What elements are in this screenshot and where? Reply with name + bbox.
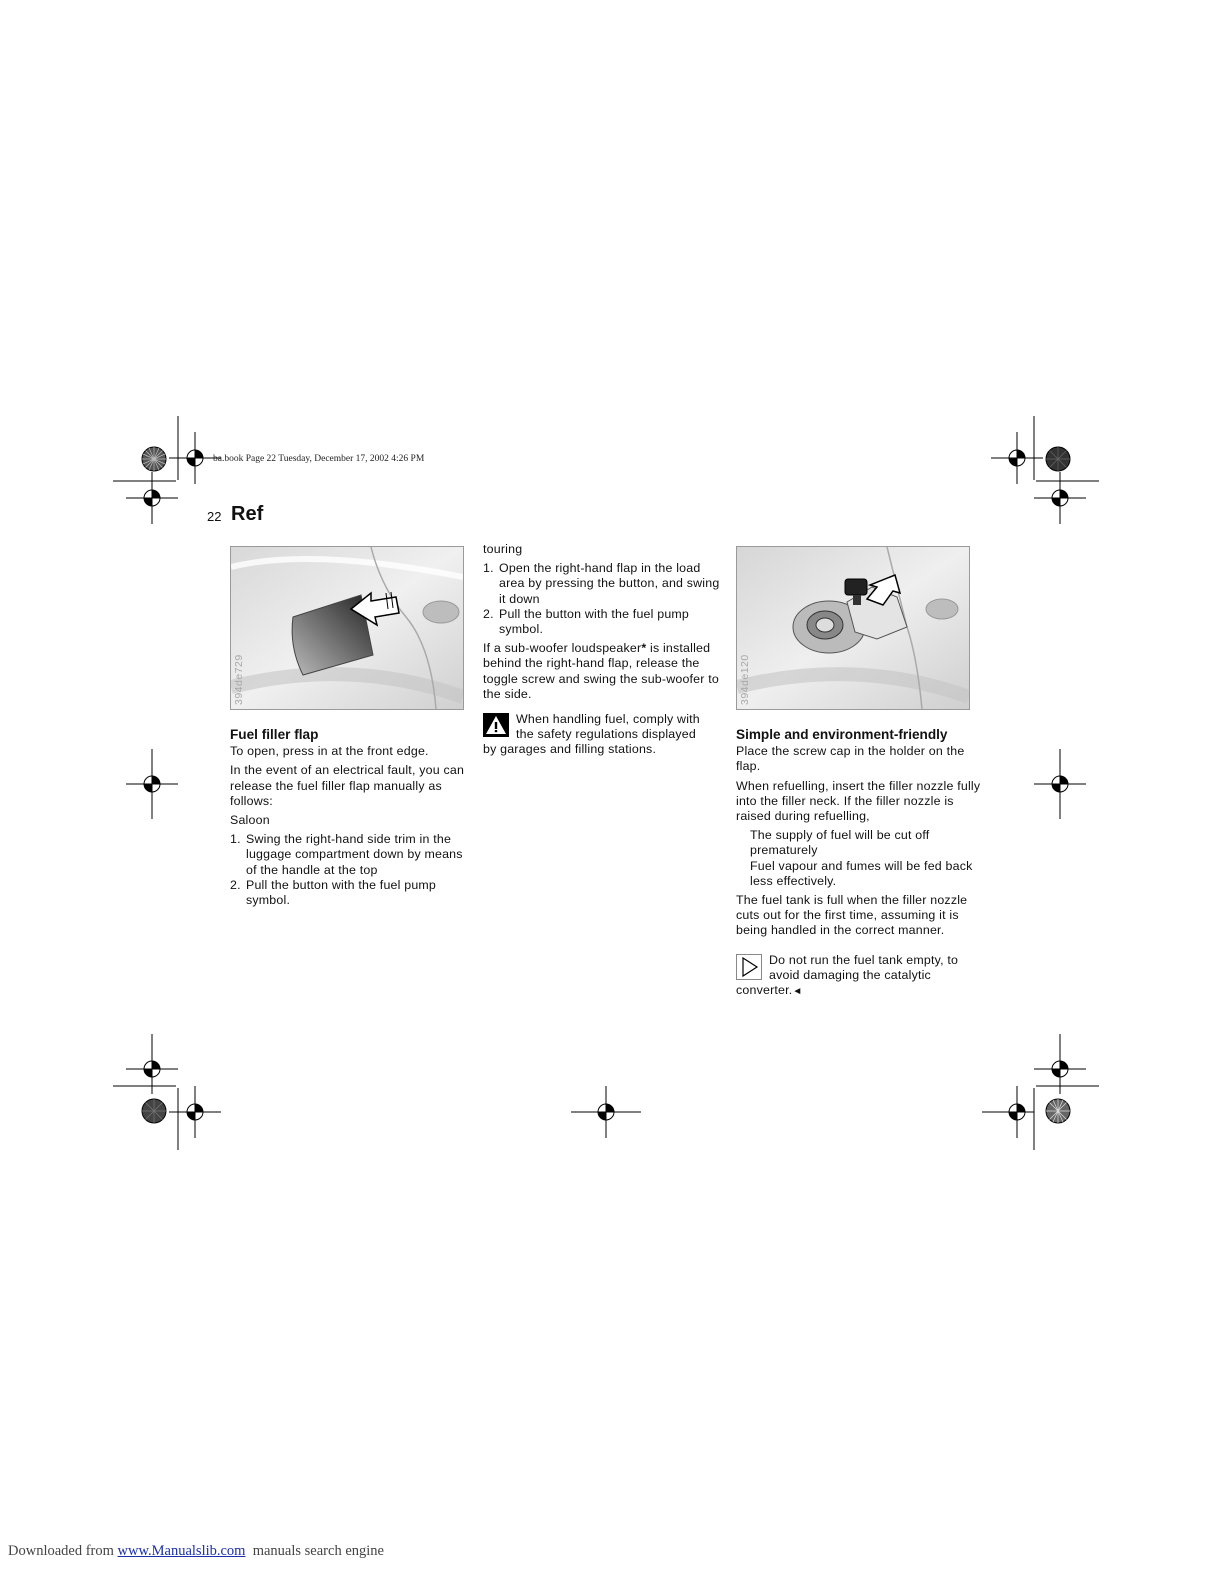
warning-line: the safety regulations displayed: [516, 727, 696, 742]
manualslib-link[interactable]: www.Manualslib.com: [117, 1543, 246, 1559]
list-item: [483, 607, 723, 637]
note-line: [736, 983, 981, 999]
color-wheel-icon: [1045, 1098, 1071, 1124]
end-mark: ◄: [792, 986, 803, 998]
section-heading: Simple and environment-friendly: [736, 727, 948, 742]
indented-item: The supply of fuel will be cut off prematurely: [750, 828, 930, 858]
play-triangle-note-icon: [736, 954, 762, 980]
indented-item: Fuel vapour and fumes will be fed back less effectively.: [750, 858, 973, 888]
page-number: 22: [207, 509, 222, 524]
footer-suffix: manuals search engine: [245, 1543, 384, 1559]
registration-mark-icon: [126, 749, 178, 819]
book-info-header: ba.book Page 22 Tuesday, December 17, 2002 4:26 PM: [213, 454, 425, 464]
registration-mark-icon: [1034, 472, 1086, 524]
image-code: 394de120: [739, 654, 751, 705]
step-number: 1.: [483, 561, 494, 576]
image-code: 394de729: [233, 654, 245, 705]
fuel-filler-flap-illustration: [230, 546, 464, 710]
optional-equipment-star: *: [641, 641, 647, 656]
step-text: Swing the right-hand side trim in the luggage compartment down by means of the handle at the top: [246, 832, 463, 877]
color-wheel-icon: [141, 446, 167, 472]
touring-steps: [483, 561, 723, 637]
right-column: [736, 727, 981, 999]
download-footer: [8, 1543, 384, 1560]
paragraph: To open, press in at the front edge.: [230, 744, 429, 759]
saloon-label: Saloon: [230, 813, 270, 828]
note-line: Do not run the fuel tank empty, to: [769, 952, 959, 967]
registration-mark-icon: [1034, 749, 1086, 819]
registration-mark-icon: [126, 472, 178, 524]
registration-mark-icon: [571, 1086, 641, 1138]
note-line: avoid damaging the catalytic: [769, 967, 931, 982]
paragraph: When refuelling, insert the filler nozzle fully into the filler neck. If the filler nozzle is raised during refuelling,: [736, 778, 981, 824]
registration-mark-icon: [1034, 1034, 1086, 1094]
registration-mark-icon: [126, 1034, 178, 1094]
footer-prefix: Downloaded from: [8, 1543, 118, 1559]
step-text: Open the right-hand flap in the load area by pressing the button, and swing it down: [499, 561, 720, 606]
note-text: converter.: [736, 983, 793, 998]
list-item: [230, 878, 472, 908]
warning-line: When handling fuel, comply with: [516, 712, 700, 727]
step-text: Pull the button with the fuel pump symbol.: [246, 877, 437, 908]
subwoofer-text: is installed behind the right-hand flap, release the toggle screw and swing the sub-woofer to the side.: [483, 641, 719, 701]
warning-note: [483, 712, 723, 758]
warning-line: by garages and filling stations.: [483, 742, 657, 757]
info-note: [736, 953, 981, 1000]
saloon-steps: [230, 832, 472, 908]
color-wheel-icon: [141, 1098, 167, 1124]
registration-mark-icon: [982, 1086, 1034, 1138]
step-number: 1.: [230, 832, 241, 847]
left-column: [230, 727, 472, 912]
step-text: Pull the button with the fuel pump symbol.: [499, 606, 690, 637]
middle-column: [483, 542, 723, 758]
step-number: 2.: [230, 877, 241, 892]
paragraph: In the event of an electrical fault, you can release the fuel filler flap manually as follows:: [230, 763, 465, 808]
page-title: Ref: [231, 503, 264, 525]
list-item: [230, 832, 472, 878]
screw-cap-holder-illustration: [736, 546, 970, 710]
section-heading: Fuel filler flap: [230, 727, 319, 742]
color-wheel-icon: [1045, 446, 1071, 472]
paragraph: The fuel tank is full when the filler nozzle cuts out for the first time, assuming it is being handled in the correct manner.: [736, 893, 968, 938]
list-item: [483, 561, 723, 607]
touring-label: touring: [483, 542, 523, 556]
paragraph: Place the screw cap in the holder on the flap.: [736, 744, 965, 774]
subwoofer-text: If a sub-woofer loudspeaker: [483, 641, 642, 656]
step-number: 2.: [483, 606, 494, 621]
registration-mark-icon: [169, 1086, 221, 1138]
subwoofer-paragraph: [483, 641, 723, 702]
warning-triangle-icon: [483, 713, 509, 737]
